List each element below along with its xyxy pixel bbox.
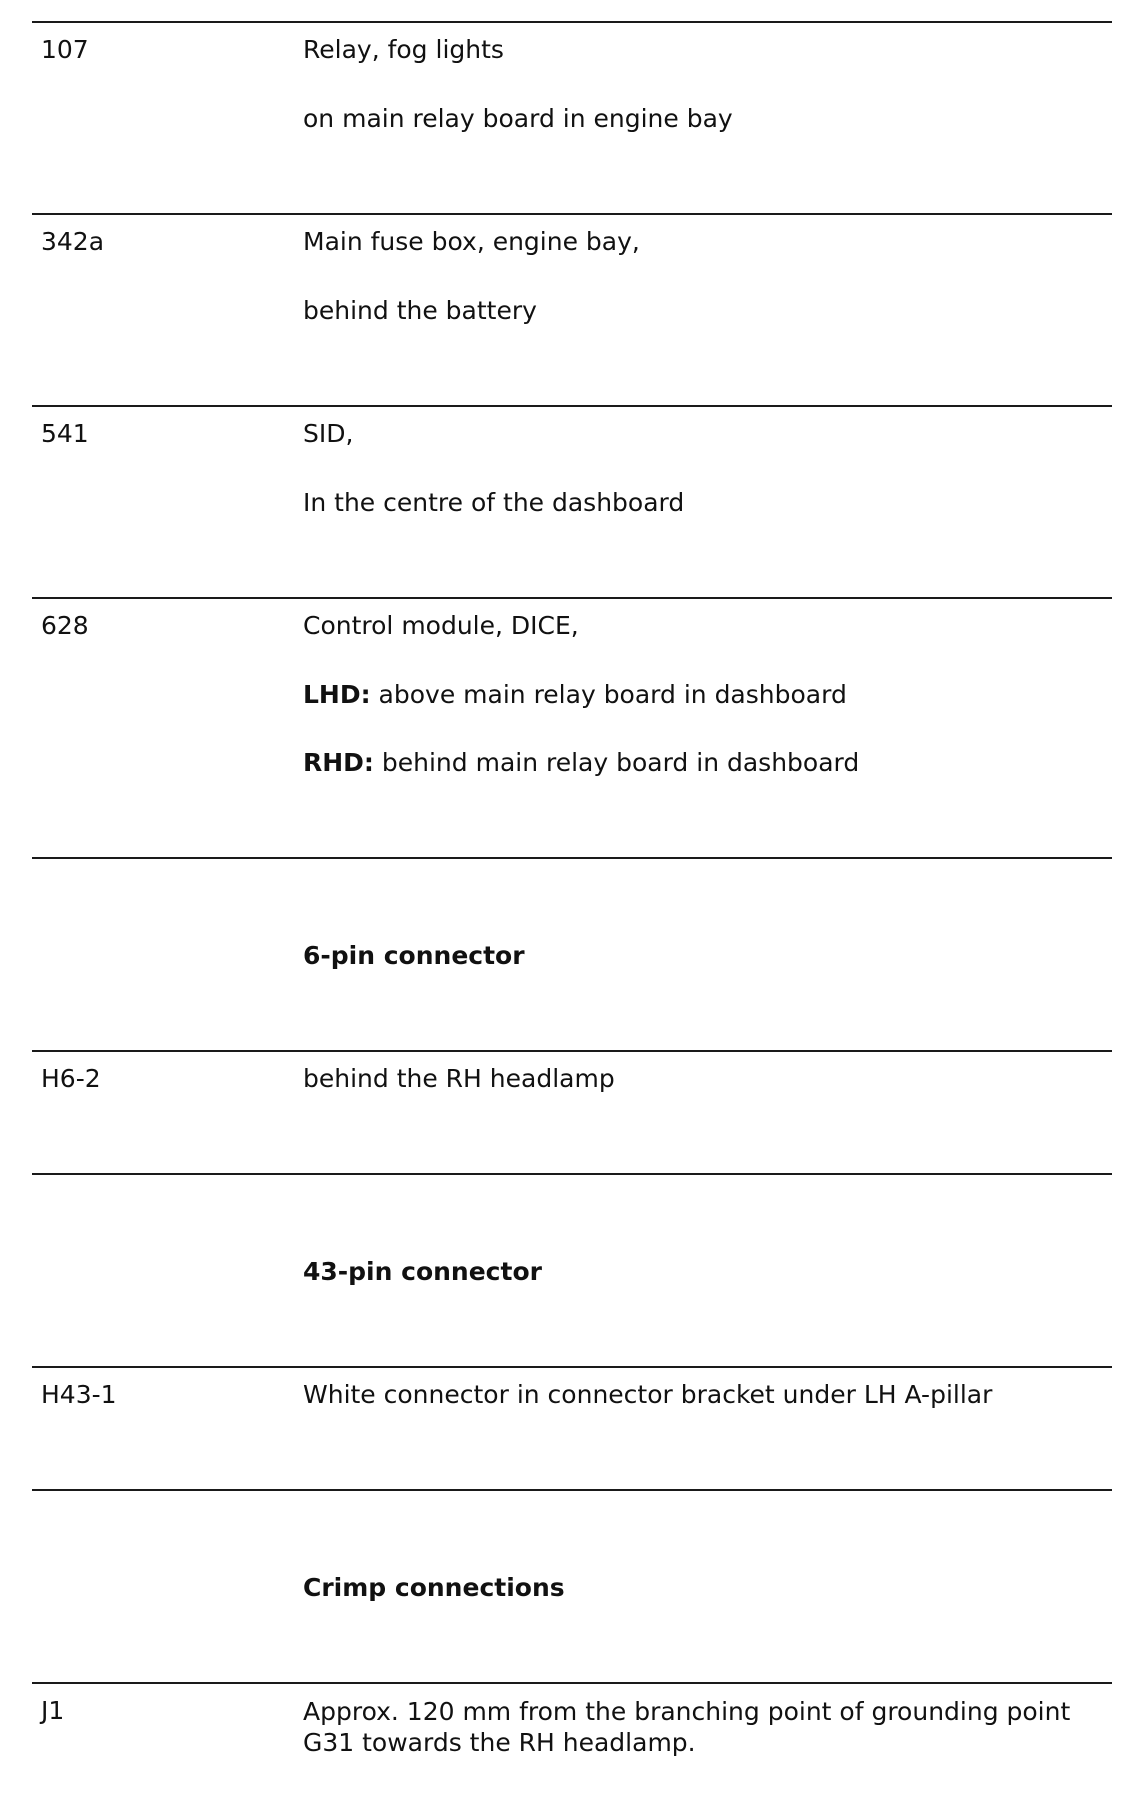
row-divider: [32, 1173, 1112, 1175]
row-divider: [32, 1682, 1112, 1684]
row-divider: [32, 1366, 1112, 1368]
rhd-label: RHD:: [303, 748, 374, 777]
lhd-text: above main relay board in dashboard: [370, 680, 847, 709]
row-divider: [32, 597, 1112, 599]
component-location: behind the RH headlamp: [303, 1064, 615, 1093]
rhd-location: [303, 748, 859, 778]
lhd-location: [303, 680, 847, 710]
component-description: Relay, fog lights: [303, 35, 504, 64]
component-code: 342a: [41, 227, 105, 256]
section-heading: Crimp connections: [303, 1573, 565, 1602]
section-heading: 43-pin connector: [303, 1257, 542, 1286]
component-description: Main fuse box, engine bay,: [303, 227, 640, 256]
row-divider: [32, 857, 1112, 859]
component-code: J1: [41, 1696, 65, 1725]
component-location: White connector in connector bracket under LH A-pillar: [303, 1380, 993, 1409]
row-divider: [32, 1050, 1112, 1052]
rhd-text: behind main relay board in dashboard: [373, 748, 860, 777]
component-location: behind the battery: [303, 296, 537, 325]
component-description: Control module, DICE,: [303, 611, 579, 640]
row-divider: [32, 405, 1112, 407]
component-code: 541: [41, 419, 89, 448]
row-divider: [32, 21, 1112, 23]
component-code: H6-2: [41, 1064, 101, 1093]
row-divider: [32, 1489, 1112, 1491]
component-code: 107: [41, 35, 89, 64]
section-heading: 6-pin connector: [303, 941, 525, 970]
component-code: H43-1: [41, 1380, 117, 1409]
row-divider: [32, 213, 1112, 215]
component-location: Approx. 120 mm from the branching point of grounding point G31 towards the RH headlamp.: [303, 1697, 1071, 1757]
component-location: In the centre of the dashboard: [303, 488, 685, 517]
component-code: 628: [41, 611, 89, 640]
component-description: SID,: [303, 419, 354, 448]
component-location: on main relay board in engine bay: [303, 104, 733, 133]
lhd-label: LHD:: [303, 680, 371, 709]
